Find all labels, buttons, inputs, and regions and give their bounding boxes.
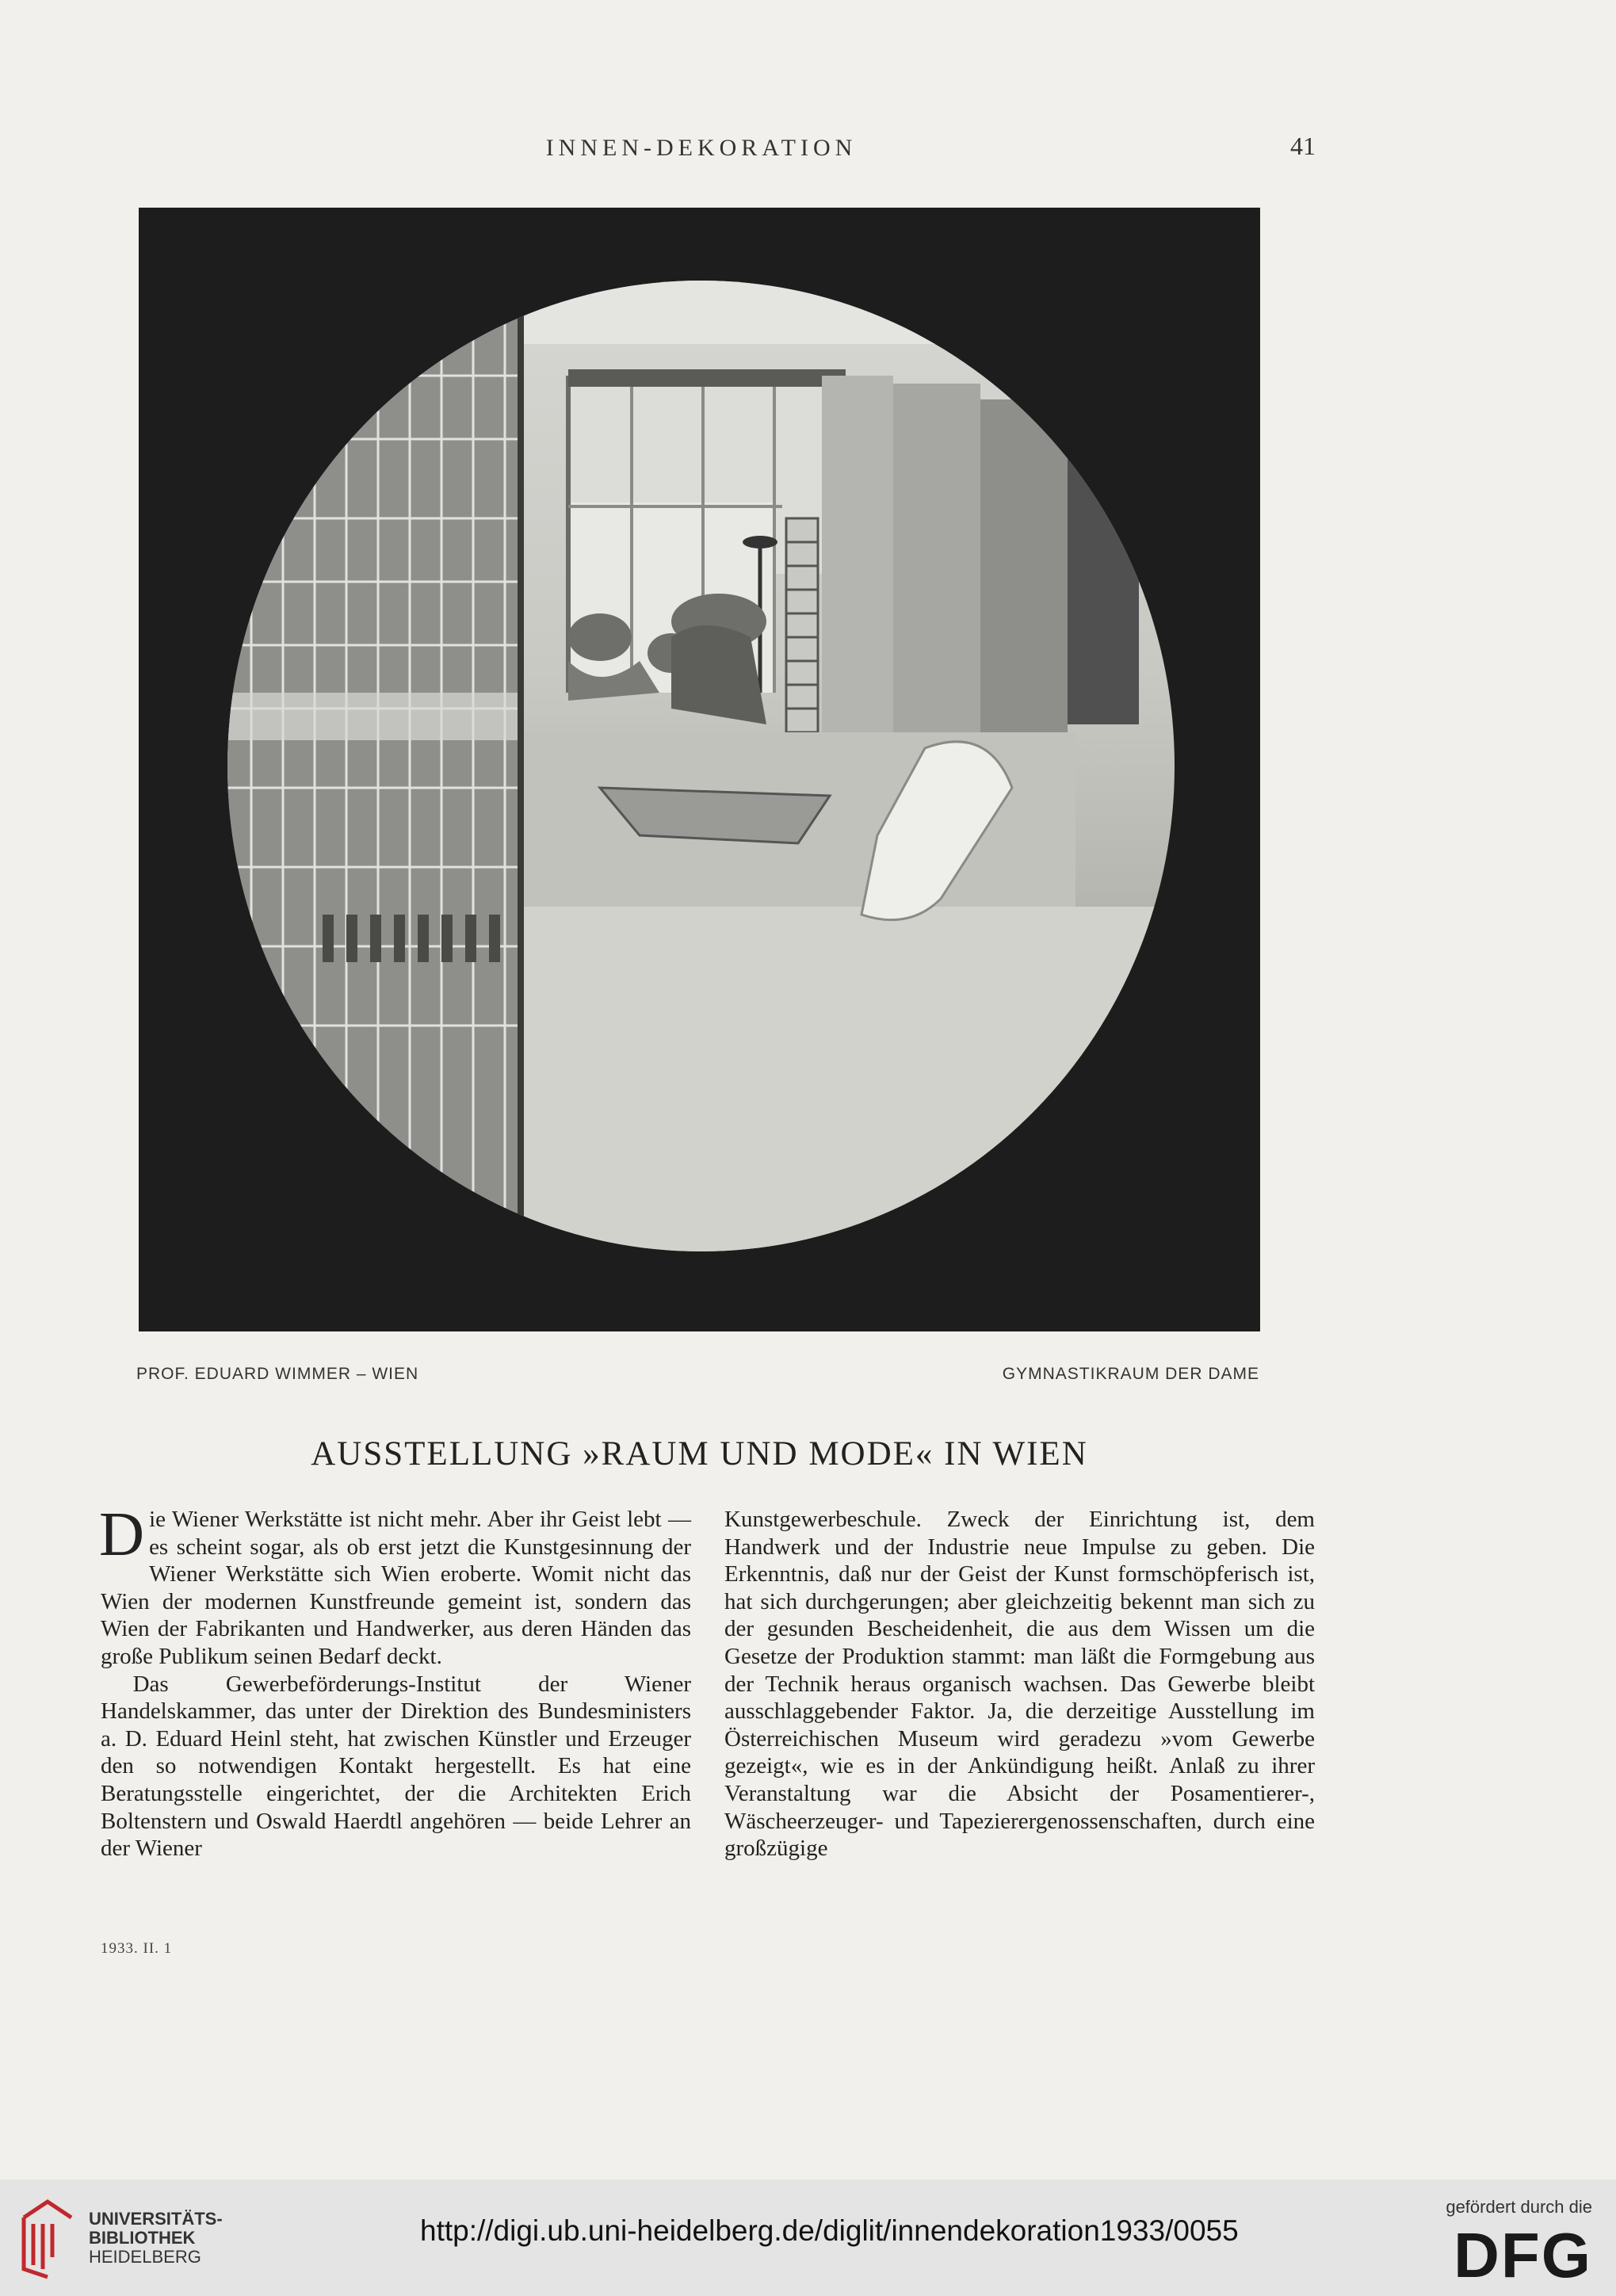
library-name-line: BIBLIOTHEK xyxy=(89,2228,196,2248)
page-number: 41 xyxy=(1290,132,1316,160)
library-name-line: UNIVERSITÄTS- xyxy=(89,2209,223,2229)
photo-plate xyxy=(139,208,1260,1331)
text-column-right xyxy=(724,1506,1315,1862)
paragraph: Das Gewerbeförderungs-Institut der Wiener Handelskammer, das unter der Direktion des Bundesministers a. D. Eduard Heinl steht, hat zwischen Künstler und Erzeuger den so notwendigen Kontakt hergestellt. Es hat eine Beratungsstelle eingerichtet, der die Architekten Erich Boltenstern und Oswald Haerdtl angehören — beide Lehrer an der Wiener xyxy=(101,1671,691,1862)
article-title: AUSSTELLUNG »RAUM UND MODE« IN WIEN xyxy=(311,1435,1088,1473)
digital-library-footer xyxy=(0,2179,1616,2296)
paragraph xyxy=(99,1500,691,1671)
circular-photo xyxy=(227,281,1175,1251)
paragraph-text: ie Wiener Werkstätte ist nicht mehr. Aber ihr Geist lebt — es scheint sogar, als ob erst jetzt die Kunstgesinnung der Wiener Werkstätte sich Wien eroberte. Womit nicht das Wien der modernen Kunstfreunde gemeint ist, sondern das Wien der Fabrikanten und Handwerker, aus deren Händen das große Publikum seinen Bedarf deckt. xyxy=(101,1507,691,1669)
text-column-left xyxy=(99,1500,691,1862)
printer-signature: 1933. II. 1 xyxy=(101,1940,173,1957)
library-name xyxy=(89,2210,223,2267)
permalink-url[interactable]: http://digi.ub.uni-heidelberg.de/diglit/innendekoration1933/0055 xyxy=(420,2214,1239,2247)
paragraph: Kunstgewerbeschule. Zweck der Einrichtung ist, dem Handwerk und der Industrie neue Impulse zu geben. Die Erkenntnis, daß nur der Geist der Kunst formschöpferisch ist, hat sich durchgerungen; aber gleichzeitig bekennt man sich zu der gesunden Bescheidenheit, die aus dem Wissen um die Gesetze der Produktion stammt: man läßt die Formgebung aus der Technik heraus organisch wachsen. Das Gewerbe bleibt ausschlaggebender Faktor. Ja, die derzeitige Ausstellung im Österreichischen Museum wird geradezu »vom Gewerbe gezeigt«, wie es in der Ankündigung heißt. Anlaß zu ihrer Veranstaltung war die Absicht der Posamentierer-, Wäscheerzeuger- und Tapezierergenossenschaften, durch eine großzügige xyxy=(724,1507,1315,1862)
gymnastics-room-photo xyxy=(227,281,1175,1251)
ub-heidelberg-logo-icon xyxy=(16,2194,79,2281)
photo-caption-title: GYMNASTIKRAUM DER DAME xyxy=(1002,1365,1259,1383)
library-name-line: HEIDELBERG xyxy=(89,2247,201,2267)
dfg-logo-icon: DFG xyxy=(1454,2220,1592,2290)
funding-label: gefördert durch die xyxy=(1446,2197,1592,2217)
running-title: INNEN-DEKORATION xyxy=(545,135,858,161)
drop-cap: D xyxy=(99,1500,145,1569)
photo-caption-designer: PROF. EDUARD WIMMER – WIEN xyxy=(136,1365,419,1383)
